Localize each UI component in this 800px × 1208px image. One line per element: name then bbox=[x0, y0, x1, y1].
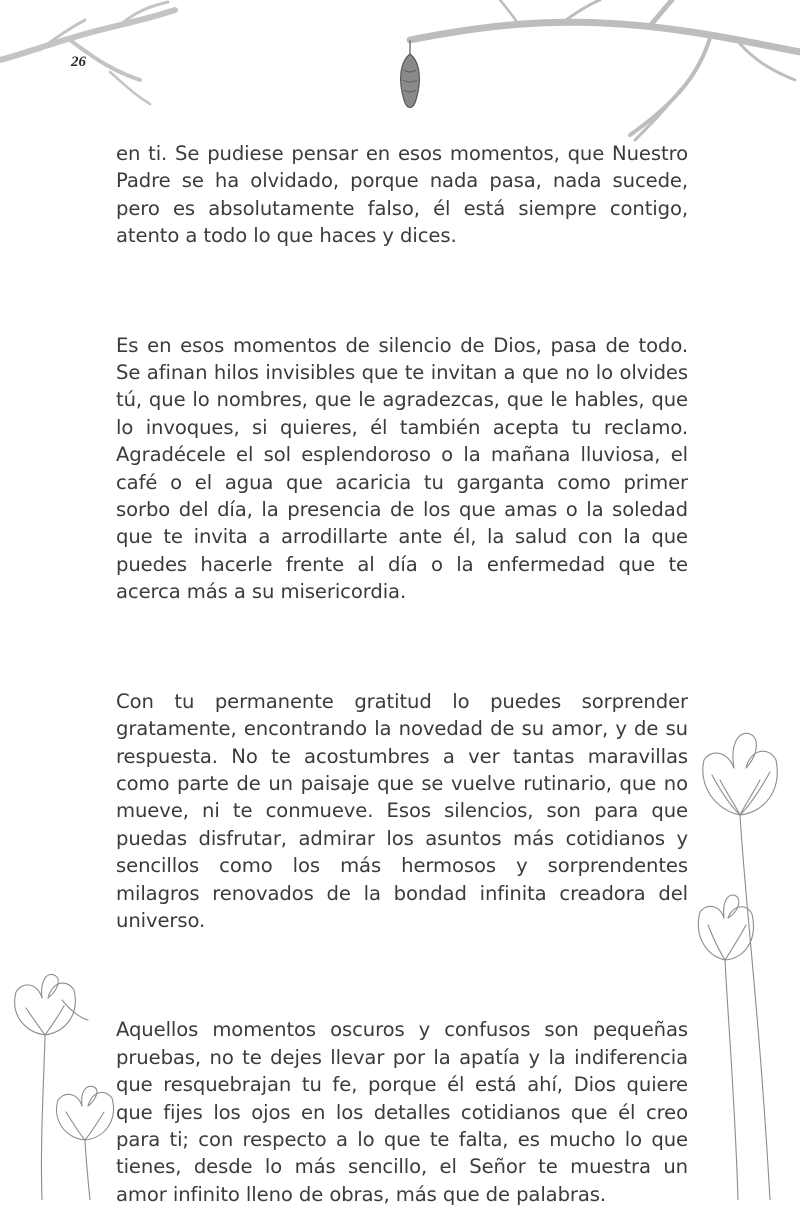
branch-left-illustration bbox=[0, 0, 190, 110]
paragraph: Con tu permanente gratitud lo puedes sorprender gratamente, encontrando la novedad de su amor, y de su respuesta. No te acostumbres a ver tantas maravillas como parte de un paisaje que se vuelve rutinario, que no mueve, ni te conmueve. Esos silencios, son para que puedas disfrutar, admirar los asuntos más cotidianos y sencillos como los más hermosos y sorprendentes milagros renovados de la bondad infinita creadora del universo. bbox=[116, 689, 688, 932]
cocoon-icon bbox=[401, 40, 420, 108]
body-text bbox=[116, 140, 688, 1208]
paragraph: en ti. Se pudiese pensar en esos momentos, que Nuestro Padre se ha olvidado, porque nada pasa, nada sucede, pero es absolutamente falso, él está siempre contigo, atento a todo lo que haces y dices. bbox=[116, 142, 688, 248]
paragraph: Aquellos momentos oscuros y confusos son pequeñas pruebas, no te dejes llevar por la apatía y la indiferencia que resquebrajan tu fe, porque él está ahí, Dios quiere que fijes los ojos en los detalles cotidianos que él creo para ti; con respecto a lo que te falta, es mucho lo que tienes, desde lo más sencillo, el Señor te muestra un amor infinito lleno de obras, más que de palabras. bbox=[116, 1018, 688, 1206]
branch-right-illustration bbox=[380, 0, 800, 150]
paragraph: Es en esos momentos de silencio de Dios, pasa de todo. Se afinan hilos invisibles que te invitan a que no lo olvides tú, que lo nombres, que le agradezcas, que le hables, que lo invoques, si quieres, él también acepta tu reclamo. Agradécele el sol esplendoroso o la mañana lluviosa, el café o el agua que acaricia tu garganta como primer sorbo del día, la presencia de los que amas o la soledad que te invita a arrodillarte ante él, la salud con la que puedes hacerle frente al día o la enfermedad que te acerca más a su misericordia. bbox=[116, 333, 688, 604]
poppy-flowers-left-illustration bbox=[0, 960, 130, 1200]
poppy-flowers-right-illustration bbox=[690, 720, 800, 1200]
page-number: 26 bbox=[71, 54, 86, 70]
